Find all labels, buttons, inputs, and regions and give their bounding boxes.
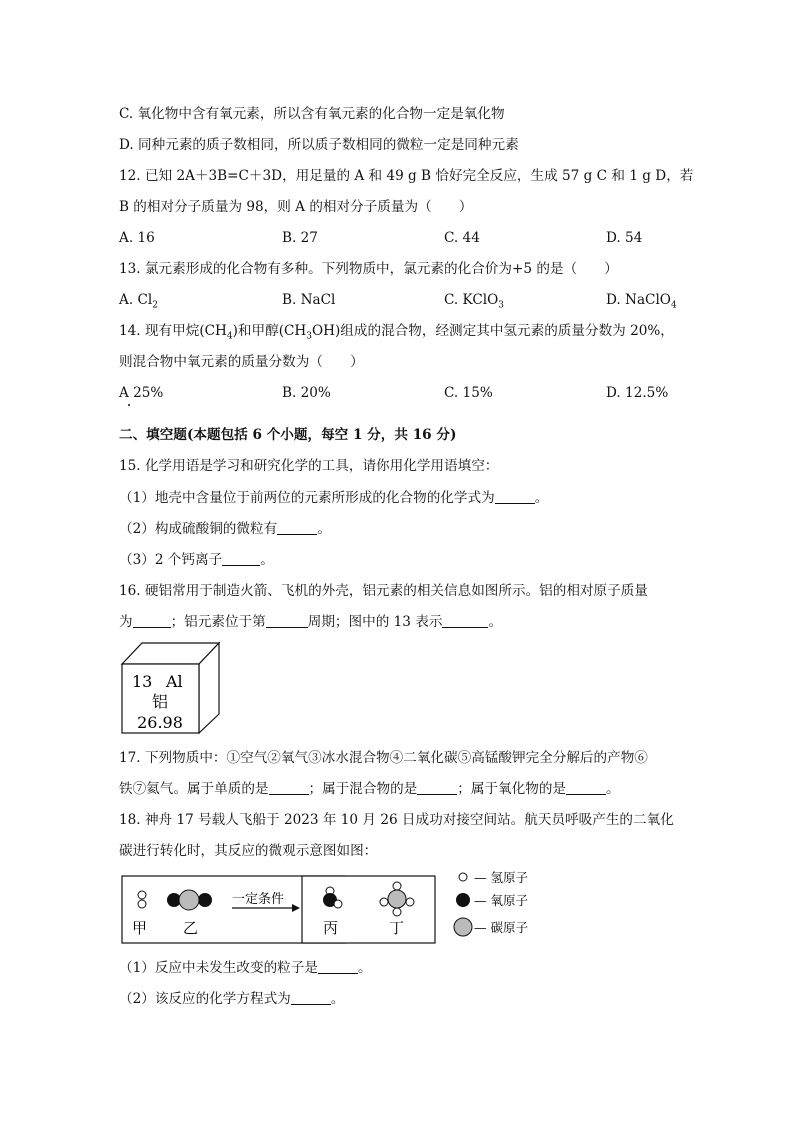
- q13-option-d: [606, 290, 677, 316]
- co2-carbon: [179, 890, 199, 910]
- reaction-condition: 一定条件: [232, 892, 285, 907]
- q12-option-d: D. 54: [606, 230, 643, 246]
- option-c-text: C. 氧化物中含有氧元素，所以含有氧元素的化合物一定是氧化物: [119, 106, 505, 122]
- q15-3-end: 。: [260, 552, 274, 568]
- q14-text-3: OH)组成的混合物，经测定其中氢元素的质量分数为 20%，: [312, 323, 674, 339]
- q14-sub-2: 3: [306, 331, 312, 342]
- question-16-line2: [119, 612, 502, 632]
- q18-2-text: （2）该反应的化学方程式为: [119, 991, 291, 1007]
- q15-2-end: 。: [317, 521, 331, 537]
- water-hydrogen-2: [334, 900, 342, 908]
- q18-1-blank[interactable]: [318, 959, 358, 974]
- methane-h-bottom: [393, 908, 401, 916]
- q13-option-c: [444, 290, 504, 316]
- question-18-2: [119, 989, 344, 1009]
- element-name: 铝: [151, 692, 169, 711]
- q14-text-1: 14. 现有甲烷(CH: [119, 323, 227, 339]
- q16-blank-1[interactable]: [133, 613, 171, 628]
- legend-oxygen-icon: [456, 893, 470, 907]
- q12-option-a: A. 16: [119, 230, 155, 246]
- q16-text-2: ；铝元素位于第: [170, 614, 266, 630]
- q17-blank-2[interactable]: [417, 780, 457, 795]
- q17-text-3: ；属于氧化物的是: [457, 781, 567, 797]
- q18-2-end: 。: [330, 991, 345, 1007]
- q16-blank-3[interactable]: [442, 613, 488, 628]
- q12-option-b: B. 27: [282, 230, 318, 246]
- reaction-diagram: [119, 866, 559, 948]
- q14-option-b: B. 20%: [282, 385, 331, 401]
- q13-option-d-sub: 4: [670, 300, 677, 311]
- q15-2-text: （2）构成硫酸铜的微粒有: [119, 521, 278, 537]
- label-bing: 丙: [323, 919, 339, 937]
- question-13: 13. 氯元素形成的化合物有多种。下列物质中，氯元素的化合价为+5 的是（ ）: [119, 261, 618, 277]
- q13-option-a: [119, 290, 158, 316]
- q16-blank-2[interactable]: [266, 613, 308, 628]
- question-17-line2: [119, 779, 620, 799]
- q12-option-c: C. 44: [444, 230, 480, 246]
- methane-h-left: [380, 898, 388, 906]
- q14-option-a: A 25%: [119, 385, 164, 401]
- question-14-line1: [119, 321, 674, 347]
- question-18-line2: 碳进行转化时，其反应的微观示意图如图：: [119, 843, 378, 859]
- q18-1-end: 。: [357, 960, 372, 976]
- question-16-line1: 16. 硬铝常用于制造火箭、飞机的外壳，铝元素的相关信息如图所示。铝的相对原子质量: [119, 583, 648, 599]
- question-17-line1: 17. 下列物质中：①空气②氧气③冰水混合物④二氧化碳⑤高锰酸钾完全分解后的产物⑥: [119, 750, 648, 766]
- q17-text-4: 。: [606, 781, 620, 797]
- methane-carbon: [388, 890, 406, 908]
- q15-2-blank[interactable]: [277, 520, 317, 535]
- h2-molecule-atom-bottom: [138, 900, 146, 908]
- q17-text-1: 铁⑦氦气。属于单质的是: [119, 781, 269, 797]
- q17-blank-1[interactable]: [269, 780, 309, 795]
- label-yi: 乙: [183, 919, 199, 937]
- question-15-2: [119, 519, 331, 539]
- q13-option-c-text: C. KClO: [444, 292, 499, 308]
- element-symbol: Al: [166, 672, 183, 691]
- methane-h-top: [393, 882, 401, 890]
- q14-text-2: )和甲醇(CH: [232, 323, 307, 339]
- q13-option-a-text: A. Cl: [119, 292, 153, 308]
- legend-hydrogen-label: — 氢原子: [474, 870, 528, 885]
- co2-oxygen-right: [198, 893, 212, 907]
- element-number: 13: [132, 672, 153, 691]
- section-2-heading: 二、填空题(本题包括 6 个小题，每空 1 分，共 16 分): [119, 427, 457, 443]
- q15-3-blank[interactable]: [222, 551, 260, 566]
- element-mass: 26.98: [137, 713, 183, 732]
- legend-carbon-icon: [454, 918, 472, 936]
- question-14-line2: 则混合物中氧元素的质量分数为（ ）: [119, 354, 364, 370]
- products-box: [302, 876, 435, 943]
- question-15-1: [119, 488, 548, 508]
- q17-blank-3[interactable]: [566, 780, 606, 795]
- stray-dot: [128, 404, 130, 406]
- option-d-text: D. 同种元素的质子数相同，所以质子数相同的微粒一定是同种元素: [119, 137, 519, 153]
- q13-option-b: B. NaCl: [282, 292, 336, 308]
- q14-option-d: D. 12.5%: [606, 385, 669, 401]
- question-12-line1: 12. 已知 2A＋3B=C＋3D，用足量的 A 和 49 g B 恰好完全反应，生成 57 g C 和 1 g D，若: [119, 168, 694, 184]
- legend-oxygen-label: — 氧原子: [474, 893, 528, 908]
- legend-hydrogen-icon: [459, 873, 467, 881]
- question-15-3: [119, 550, 274, 570]
- label-jia: 甲: [132, 919, 148, 937]
- q13-option-a-sub: 2: [152, 300, 158, 311]
- q18-2-blank[interactable]: [291, 990, 331, 1005]
- legend-carbon-label: — 碳原子: [474, 920, 528, 935]
- q13-option-c-sub: 3: [498, 300, 504, 311]
- q16-text-3: 周期；图中的 13 表示: [307, 614, 443, 630]
- q15-1-end: 。: [534, 490, 549, 506]
- q16-text-1: 为: [119, 614, 133, 630]
- question-18-1: [119, 958, 372, 978]
- aluminum-element-card: [119, 640, 223, 736]
- q15-1-text: （1）地壳中含量位于前两位的元素所形成的化合物的化学式为: [119, 490, 495, 506]
- q14-option-c: C. 15%: [444, 385, 493, 401]
- q18-1-text: （1）反应中未发生改变的粒子是: [119, 960, 318, 976]
- question-18-line1: 18. 神舟 17 号载人飞船于 2023 年 10 月 26 日成功对接空间站。航天员呼吸产生的二氧化: [119, 812, 674, 828]
- q15-1-blank[interactable]: [495, 489, 535, 504]
- q15-3-text: （3）2 个钙离子: [119, 552, 223, 568]
- methane-h-right: [406, 898, 414, 906]
- question-12-line2: B 的相对分子质量为 98，则 A 的相对分子质量为（ ）: [119, 199, 473, 215]
- h2-molecule-atom-top: [138, 891, 146, 899]
- question-15: 15. 化学用语是学习和研究化学的工具，请你用化学用语填空：: [119, 458, 499, 474]
- label-ding: 丁: [389, 919, 405, 937]
- q16-text-4: 。: [488, 614, 503, 630]
- q17-text-2: ；属于混合物的是: [308, 781, 418, 797]
- q13-option-d-text: D. NaClO: [606, 292, 671, 308]
- q14-sub-1: 4: [226, 331, 233, 342]
